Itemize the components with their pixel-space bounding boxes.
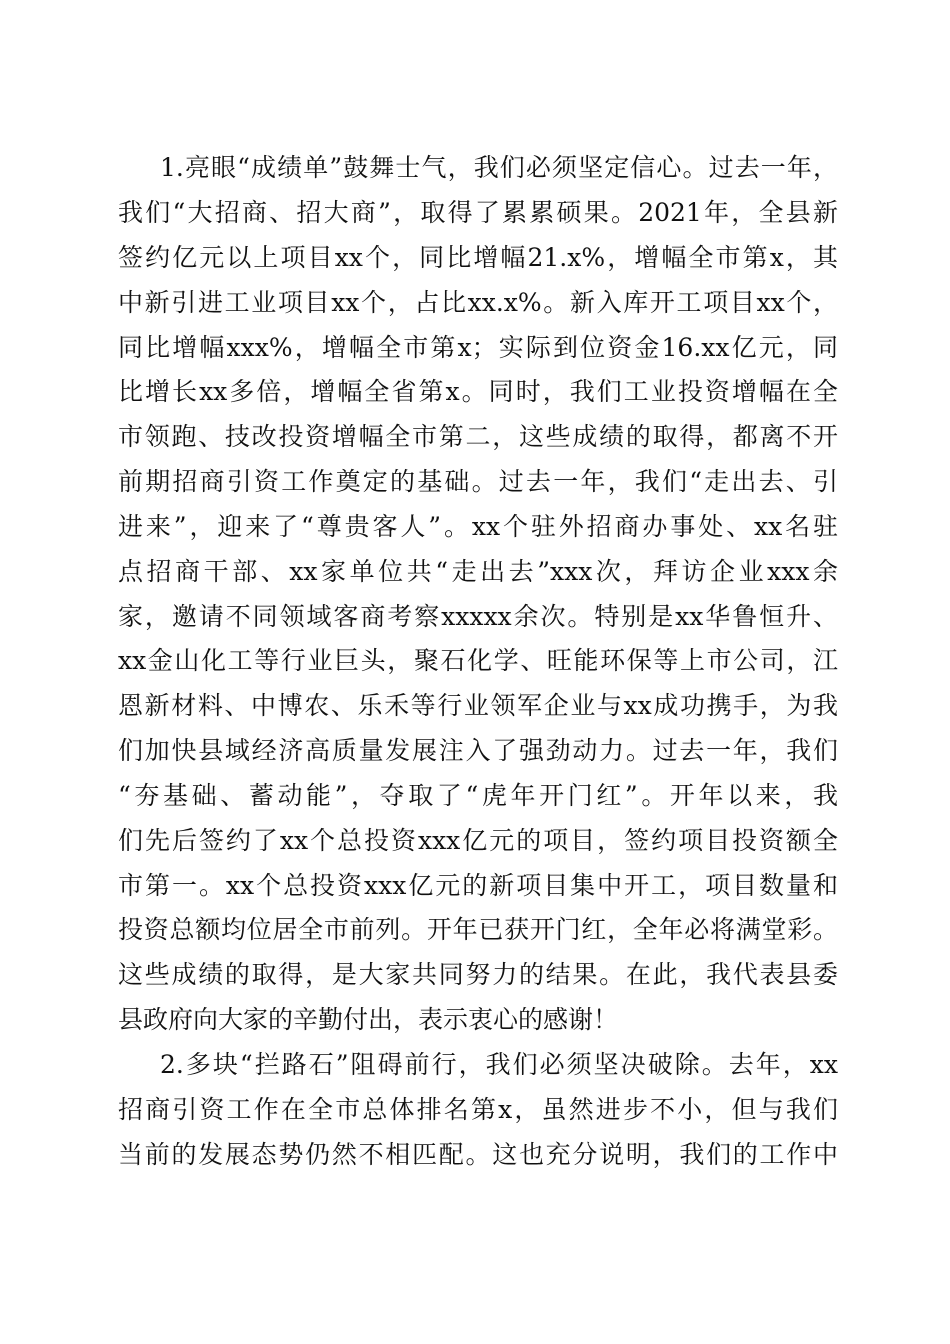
paragraph-line: 2.多块“拦路石”阻碍前行，我们必须坚决破除。去年，xx: [160, 1050, 838, 1079]
paragraph-line: 投资总额均位居全市前列。开年已获开门红，全年必将满堂彩。: [118, 915, 838, 944]
paragraph-line: 县政府向大家的辛勤付出，表示衷心的感谢！: [118, 1005, 619, 1034]
paragraph-line: 这些成绩的取得，是大家共同努力的结果。在此，我代表县委: [118, 960, 838, 989]
paragraph-line: 同比增幅xxx%，增幅全市第x；实际到位资金16.xx亿元，同: [118, 333, 838, 362]
paragraph-line: 招商引资工作在全市总体排名第x，虽然进步不小，但与我们: [118, 1095, 838, 1124]
paragraph-line: 中新引进工业项目xx个，占比xx.x%。新入库开工项目xx个，: [118, 288, 838, 317]
paragraph-line: 们加快县域经济高质量发展注入了强劲动力。过去一年，我们: [118, 736, 838, 765]
paragraph-line: 们先后签约了xx个总投资xxx亿元的项目，签约项目投资额全: [118, 826, 838, 855]
paragraph-line: 市领跑、技改投资增幅全市第二，这些成绩的取得，都离不开: [118, 422, 838, 451]
paragraph-line: 进来”，迎来了“尊贵客人”。xx个驻外招商办事处、xx名驻: [118, 512, 838, 541]
paragraph-line: 恩新材料、中博农、乐禾等行业领军企业与xx成功携手，为我: [118, 691, 838, 720]
paragraph-line: xx金山化工等行业巨头，聚石化学、旺能环保等上市公司，江: [118, 646, 838, 675]
paragraph-line: 市第一。xx个总投资xxx亿元的新项目集中开工，项目数量和: [118, 871, 838, 900]
paragraph-line: 点招商干部、xx家单位共“走出去”xxx次，拜访企业xxx余: [118, 557, 838, 586]
paragraph-line: 家，邀请不同领域客商考察xxxxx余次。特别是xx华鲁恒升、: [118, 602, 838, 631]
paragraph-line: 当前的发展态势仍然不相匹配。这也充分说明，我们的工作中: [118, 1140, 838, 1169]
paragraph-line: “夯基础、蓄动能”，夺取了“虎年开门红”。开年以来，我: [118, 781, 838, 810]
paragraph-line: 前期招商引资工作奠定的基础。过去一年，我们“走出去、引: [118, 467, 838, 496]
paragraph-line: 1.亮眼“成绩单”鼓舞士气，我们必须坚定信心。过去一年，: [160, 153, 838, 182]
paragraph-line: 签约亿元以上项目xx个，同比增幅21.x%，增幅全市第x，其: [118, 243, 838, 272]
paragraph-line: 比增长xx多倍，增幅全省第x。同时，我们工业投资增幅在全: [118, 377, 838, 406]
paragraph-line: 我们“大招商、招大商”，取得了累累硕果。2021年，全县新: [118, 198, 838, 227]
